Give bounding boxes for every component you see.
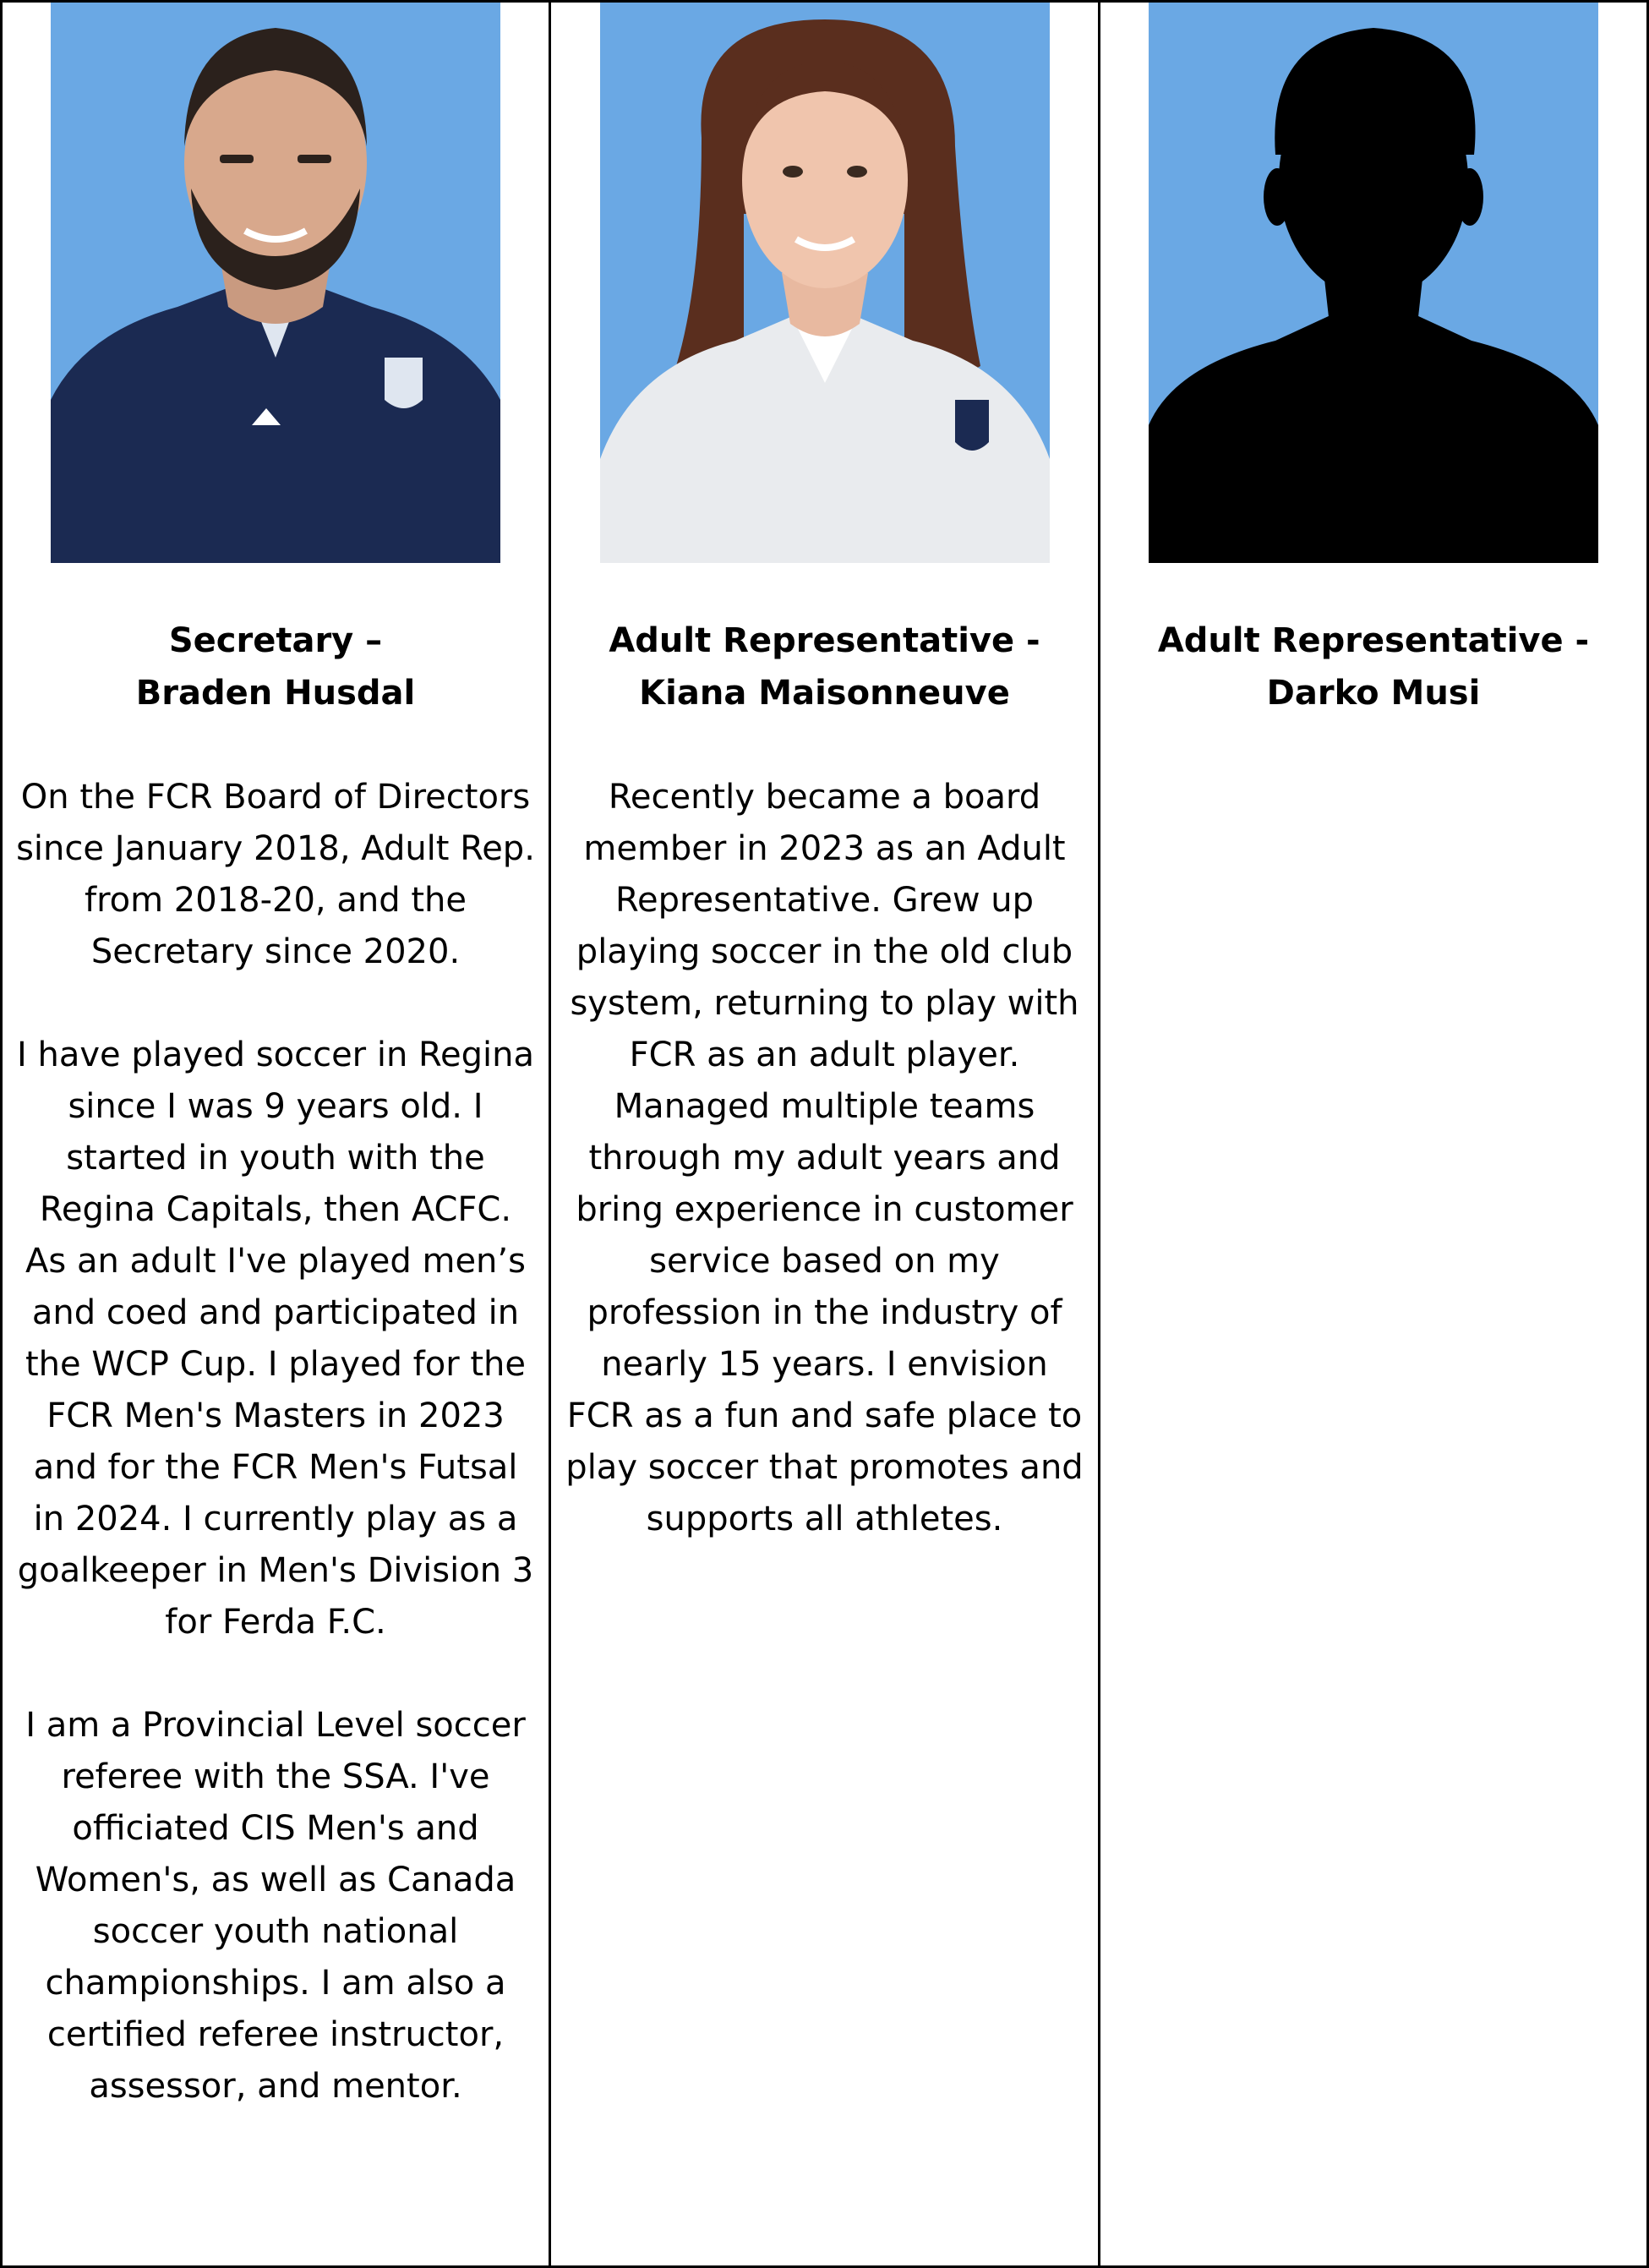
silhouette-placeholder-icon	[1149, 3, 1598, 563]
member-name: Darko Musi	[1266, 674, 1481, 713]
member-role: Adult Representative -	[1157, 621, 1590, 660]
member-bio	[16, 772, 535, 2112]
member-role: Adult Representative -	[609, 621, 1040, 660]
member-name: Braden Husdal	[135, 674, 416, 713]
member-column-adult-rep-1	[551, 3, 1100, 2265]
member-photo	[1149, 3, 1598, 563]
member-name: Kiana Maisonneuve	[639, 674, 1010, 713]
member-photo	[600, 3, 1050, 563]
bio-paragraph: Recently became a board member in 2023 as an Adult Representative. Grew up playing soccer in the old club system, returning to play with FCR as an adult player. Managed multiple teams through my adult years and bring experience in customer service based on my profession in the industry of nearly 15 years. I envision FCR as a fun and safe place to play soccer that promotes and supports all athletes.	[565, 778, 1084, 1538]
bio-paragraph: On the FCR Board of Directors since January 2018, Adult Rep. from 2018-20, and the Secretary since 2020.	[16, 778, 535, 971]
member-heading	[1100, 615, 1646, 719]
bio-paragraph: I have played soccer in Regina since I was 9 years old. I started in youth with the Regina Capitals, then ACFC. As an adult I've played men’s and coed and participated in the WCP Cup. I played for the FCR Men's Masters in 2023 and for the FCR Men's Futsal in 2024. I currently play as a goalkeeper in Men's Division 3 for Ferda F.C.	[17, 1036, 534, 1642]
portrait-woman-icon	[600, 3, 1050, 563]
member-column-secretary	[3, 3, 551, 2265]
member-bio	[565, 772, 1084, 1545]
member-photo	[51, 3, 500, 563]
member-heading	[551, 615, 1098, 719]
member-column-adult-rep-2	[1100, 3, 1646, 2265]
portrait-man-icon	[51, 3, 500, 563]
bio-paragraph: I am a Provincial Level soccer referee with the SSA. I've officiated CIS Men's and Women's, as well as Canada soccer youth national championships. I am also a certified referee instructor, assessor, and mentor.	[25, 1706, 526, 2106]
member-role: Secretary –	[168, 621, 383, 660]
member-heading	[3, 615, 549, 719]
